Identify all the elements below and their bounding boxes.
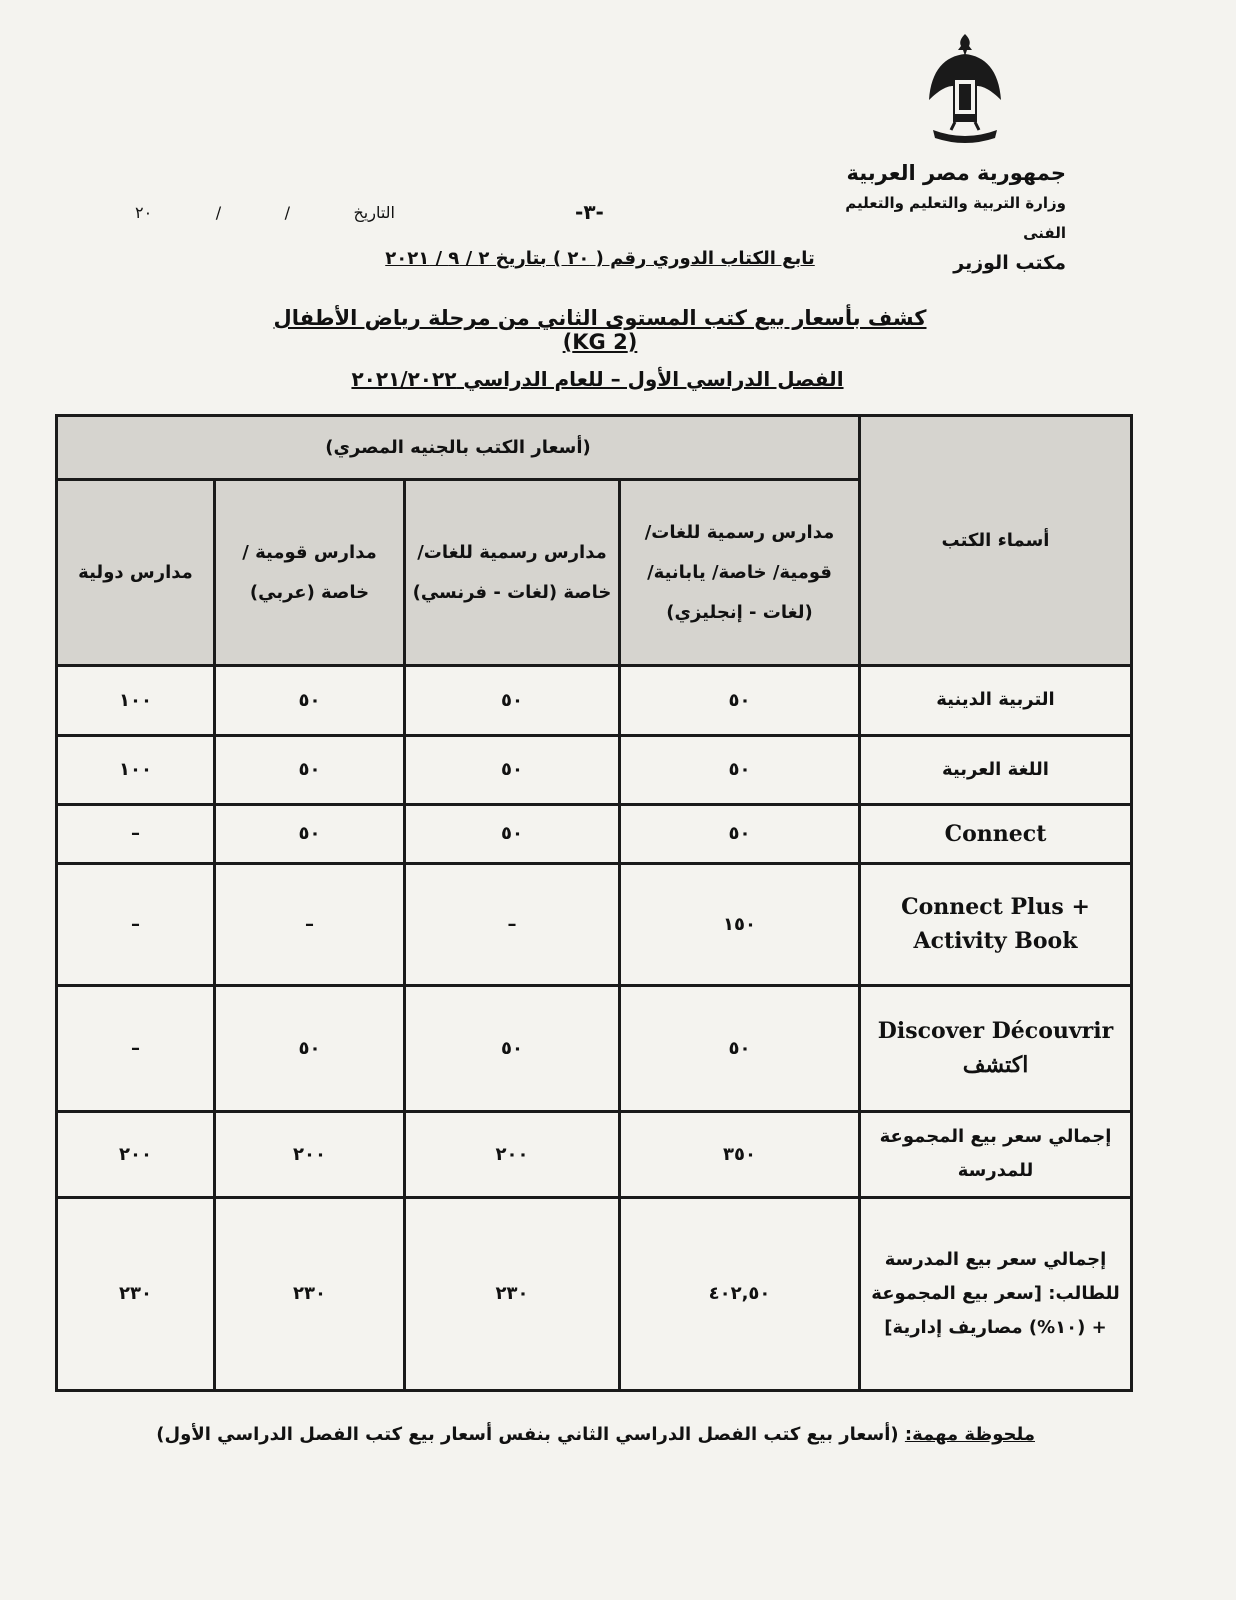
price-cell: ٥٠ — [215, 985, 405, 1111]
price-cell: – — [215, 863, 405, 985]
price-cell: ٢٠٠ — [215, 1112, 405, 1197]
office-name: مكتب الوزير — [953, 252, 1066, 274]
ministry-header — [836, 158, 1066, 278]
table-row — [57, 985, 1132, 1111]
price-cell: ٥٠ — [620, 666, 860, 735]
book-name: Connect — [860, 804, 1132, 863]
book-prices-table — [55, 414, 1133, 1392]
book-name: إجمالي سعر بيع المجموعة للمدرسة — [860, 1112, 1132, 1197]
book-name: اللغة العربية — [860, 735, 1132, 804]
book-names-header: أسماء الكتب — [860, 416, 1132, 666]
price-cell: ١٥٠ — [620, 863, 860, 985]
price-cell: – — [57, 804, 215, 863]
country-name: جمهورية مصر العربية — [846, 161, 1066, 185]
price-cell: ٥٠ — [405, 735, 620, 804]
price-cell: ٥٠ — [215, 666, 405, 735]
price-cell: ٥٠ — [620, 804, 860, 863]
table-row — [57, 1197, 1132, 1390]
prices-group-header: (أسعار الكتب بالجنيه المصري) — [57, 416, 860, 480]
price-cell: ١٠٠ — [57, 735, 215, 804]
book-name: التربية الدينية — [860, 666, 1132, 735]
price-cell: ٥٠ — [620, 735, 860, 804]
price-cell: ٥٠ — [405, 666, 620, 735]
price-cell: – — [57, 863, 215, 985]
column-header: مدارس رسمية للغات/ خاصة (لغات - فرنسي) — [405, 480, 620, 666]
document-title: كشف بأسعار بيع كتب المستوى الثاني من مرحلة رياض الأطفال (KG 2) — [273, 306, 927, 354]
price-cell: ١٠٠ — [57, 666, 215, 735]
price-cell: ٥٠ — [405, 804, 620, 863]
price-cell: ٢٣٠ — [57, 1197, 215, 1390]
date-separator: / — [215, 203, 222, 222]
table-row — [57, 666, 1132, 735]
price-cell: ٢٣٠ — [215, 1197, 405, 1390]
price-cell: ٢٠٠ — [405, 1112, 620, 1197]
price-cell: ٣٥٠ — [620, 1112, 860, 1197]
date-label: التاريخ — [353, 203, 395, 222]
price-cell: ٥٠ — [215, 804, 405, 863]
column-header: مدارس قومية / خاصة (عربي) — [215, 480, 405, 666]
eagle-emblem-icon — [925, 30, 1005, 145]
page-number: -٣- — [575, 200, 604, 224]
price-cell: ٥٠ — [215, 735, 405, 804]
book-name: Discover Découvrir اكتشف — [860, 985, 1132, 1111]
note-label: ملحوظة مهمة: — [904, 1424, 1035, 1445]
table-row — [57, 804, 1132, 863]
table-row — [57, 1112, 1132, 1197]
table-row — [57, 863, 1132, 985]
table-row — [57, 735, 1132, 804]
price-cell: – — [57, 985, 215, 1111]
ministry-name: وزارة التربية والتعليم والتعليم الفنى — [845, 194, 1066, 242]
book-name: Connect Plus + Activity Book — [860, 863, 1132, 985]
important-note — [135, 1424, 1035, 1445]
price-cell: ٥٠ — [620, 985, 860, 1111]
book-name: إجمالي سعر بيع المدرسة للطالب: [سعر بيع المجموعة + (١٠%) مصاريف إدارية] — [860, 1197, 1132, 1390]
document-subtitle: الفصل الدراسي الأول – للعام الدراسي ٢٠٢١/٢٠٢٢ — [351, 367, 844, 391]
column-header: مدارس دولية — [57, 480, 215, 666]
price-cell: ٥٠ — [405, 985, 620, 1111]
price-cell: ٤٠٢,٥٠ — [620, 1197, 860, 1390]
column-header: مدارس رسمية للغات/ قومية/ خاصة/ يابانية/ (لغات - إنجليزي) — [620, 480, 860, 666]
date-separator: / — [284, 203, 290, 222]
price-cell: ٢٣٠ — [405, 1197, 620, 1390]
date-line — [135, 203, 395, 222]
circular-reference: تابع الكتاب الدوري رقم ( ٢٠ ) بتاريخ ٢ / ٩ / ٢٠٢١ — [385, 248, 815, 269]
date-year: ٢٠ — [135, 203, 153, 222]
price-cell: ٢٠٠ — [57, 1112, 215, 1197]
price-cell: – — [405, 863, 620, 985]
note-text: (أسعار بيع كتب الفصل الدراسي الثاني بنفس أسعار بيع كتب الفصل الدراسي الأول) — [156, 1424, 899, 1445]
